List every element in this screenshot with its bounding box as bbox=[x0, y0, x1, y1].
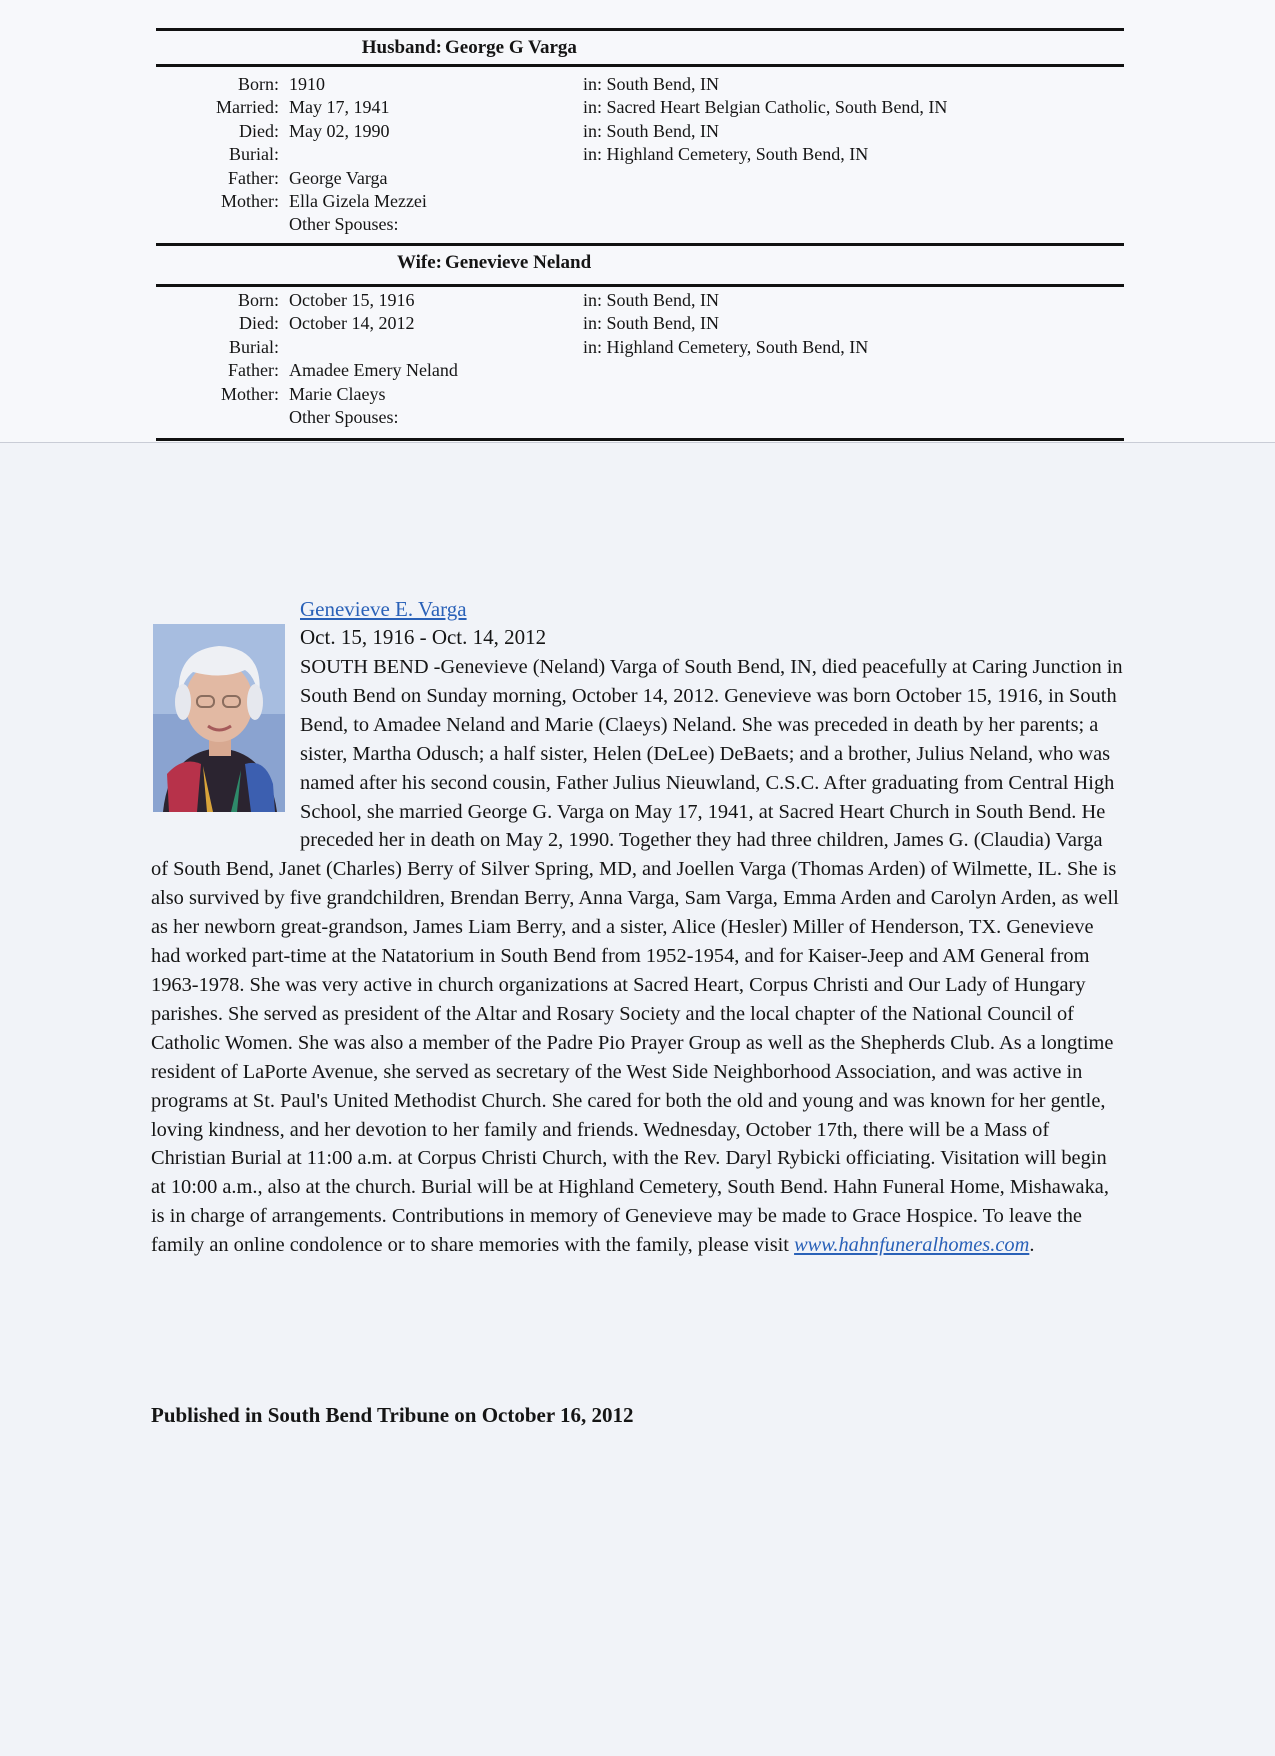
husband-field-value: George Varga bbox=[289, 167, 388, 188]
husband-field-row bbox=[0, 167, 1275, 190]
husband-field-row bbox=[0, 213, 1275, 236]
wife-field-row bbox=[0, 336, 1275, 359]
sheet-end-rule bbox=[156, 438, 1124, 441]
wife-field-value: Marie Claeys bbox=[289, 383, 386, 404]
funeral-home-link[interactable]: www.hahnfuneralhomes.com bbox=[794, 1234, 1030, 1257]
wife-field-label: Born: bbox=[237, 290, 279, 310]
husband-field-label: Father: bbox=[228, 167, 279, 188]
wife-top-rule bbox=[156, 243, 1124, 246]
husband-label: Husband: bbox=[361, 37, 442, 58]
husband-field-row bbox=[0, 190, 1275, 213]
wife-field-value: Amadee Emery Neland bbox=[289, 360, 458, 381]
husband-field-value: 1910 bbox=[289, 74, 325, 94]
wife-field-place: in: South Bend, IN bbox=[583, 290, 720, 310]
husband-field-row bbox=[0, 143, 1275, 166]
wife-field-label: Burial: bbox=[229, 336, 279, 357]
wife-fields bbox=[0, 289, 1275, 429]
husband-field-value: Other Spouses: bbox=[289, 214, 399, 235]
obituary-dates: Oct. 15, 1916 - Oct. 14, 2012 bbox=[300, 625, 547, 649]
published-line: Published in South Bend Tribune on October 16, 2012 bbox=[151, 1403, 634, 1427]
husband-field-row bbox=[0, 96, 1275, 119]
husband-field-place: in: South Bend, IN bbox=[583, 74, 720, 94]
obituary-name-link[interactable]: Genevieve E. Varga bbox=[300, 597, 467, 621]
wife-field-label: Father: bbox=[228, 360, 279, 381]
husband-field-value: May 02, 1990 bbox=[289, 120, 390, 141]
wife-bottom-rule bbox=[156, 284, 1124, 287]
wife-field-row bbox=[0, 359, 1275, 382]
husband-field-label: Mother: bbox=[221, 190, 279, 211]
obituary-body bbox=[151, 653, 1124, 1260]
husband-field-label: Born: bbox=[237, 74, 279, 94]
husband-field-place: in: Sacred Heart Belgian Catholic, South Bend, IN bbox=[583, 97, 948, 118]
wife-field-place: in: South Bend, IN bbox=[583, 313, 720, 334]
husband-field-place: in: South Bend, IN bbox=[583, 120, 720, 141]
husband-fields bbox=[0, 73, 1275, 237]
wife-field-label: Mother: bbox=[221, 383, 279, 404]
husband-name: George G Varga bbox=[445, 37, 577, 58]
husband-field-label: Burial: bbox=[229, 144, 279, 165]
photo-wrap-spacer bbox=[151, 653, 300, 827]
wife-field-label: Died: bbox=[239, 313, 279, 334]
wife-field-place: in: Highland Cemetery, South Bend, IN bbox=[583, 336, 869, 357]
husband-field-value: Ella Gizela Mezzei bbox=[289, 190, 427, 211]
husband-field-row bbox=[0, 73, 1275, 96]
wife-field-row bbox=[0, 383, 1275, 406]
wife-field-value: October 14, 2012 bbox=[289, 313, 415, 334]
husband-field-label: Died: bbox=[239, 120, 279, 141]
obituary-text: SOUTH BEND -Genevieve (Neland) Varga of South Bend, IN, died peacefully at Caring Junction in South Bend on Sunday morning, October 14, 2012. Genevieve was born October 15, 1916, in South Bend, to Amadee Neland and Marie (Claeys) Neland. She was preceded in death by her parents; a sister, Martha Odusch; a half sister, Helen (DeLee) DeBaets; and a brother, Julius Neland, who was named after his second cousin, Father Julius Nieuwland, C.S.C. After graduating from Central High School, she married George G. Varga on May 17, 1941, at Sacred Heart Church in South Bend. He preceded her in death on May 2, 1990. Together they had three children, James G. (Claudia) Varga of South Bend, Janet (Charles) Berry of Silver Spring, MD, and Joellen Varga (Thomas Arden) of Wilmette, IL. She is also survived by five grandchildren, Brendan Berry, Anna Varga, Sam Varga, Emma Arden and Carolyn Arden, as well as her newborn great-grandson, James Liam Berry, and a sister, Alice (Hesler) Miller of Henderson, TX. Genevieve had worked part-time at the Natatorium in South Bend from 1952-1954, and for Kaiser-Jeep and AM General from 1963-1978. She was very active in church organizations at Sacred Heart, Corpus Christi and Our Lady of Hungary parishes. She served as president of the Altar and Rosary Society and the local chapter of the National Council of Catholic Women. She was also a member of the Padre Pio Prayer Group as well as the Shepherds Club. As a longtime resident of LaPorte Avenue, she served as secretary of the West Side Neighborhood Association, and was active in programs at St. Paul's United Methodist Church. She cared for both the old and young and was known for her gentle, loving kindness, and her devotion to her family and friends. Wednesday, October 17th, there will be a Mass of Christian Burial at 11:00 a.m. at Corpus Christi Church, with the Rev. Daryl Rybicki officiating. Visitation will begin at 10:00 a.m., also at the church. Burial will be at Highland Cemetery, South Bend. Hahn Funeral Home, Mishawaka, is in charge of arrangements. Contributions in memory of Genevieve may be made to Grace Hospice. To leave the family an online condolence or to share memories with the family, please visit bbox=[151, 656, 1123, 1257]
husband-field-value: May 17, 1941 bbox=[289, 97, 390, 118]
husband-field-row bbox=[0, 120, 1275, 143]
wife-field-row bbox=[0, 289, 1275, 312]
wife-field-value: Other Spouses: bbox=[289, 406, 399, 427]
wife-field-value: October 15, 1916 bbox=[289, 290, 415, 310]
husband-field-label: Married: bbox=[216, 97, 279, 118]
husband-top-rule bbox=[156, 28, 1124, 31]
wife-field-row bbox=[0, 312, 1275, 335]
wife-label: Wife: bbox=[396, 252, 442, 273]
husband-bottom-rule bbox=[156, 64, 1124, 67]
wife-field-row bbox=[0, 406, 1275, 429]
wife-name: Genevieve Neland bbox=[445, 252, 592, 273]
obituary-text-end: . bbox=[1029, 1234, 1035, 1257]
husband-field-place: in: Highland Cemetery, South Bend, IN bbox=[583, 144, 869, 165]
